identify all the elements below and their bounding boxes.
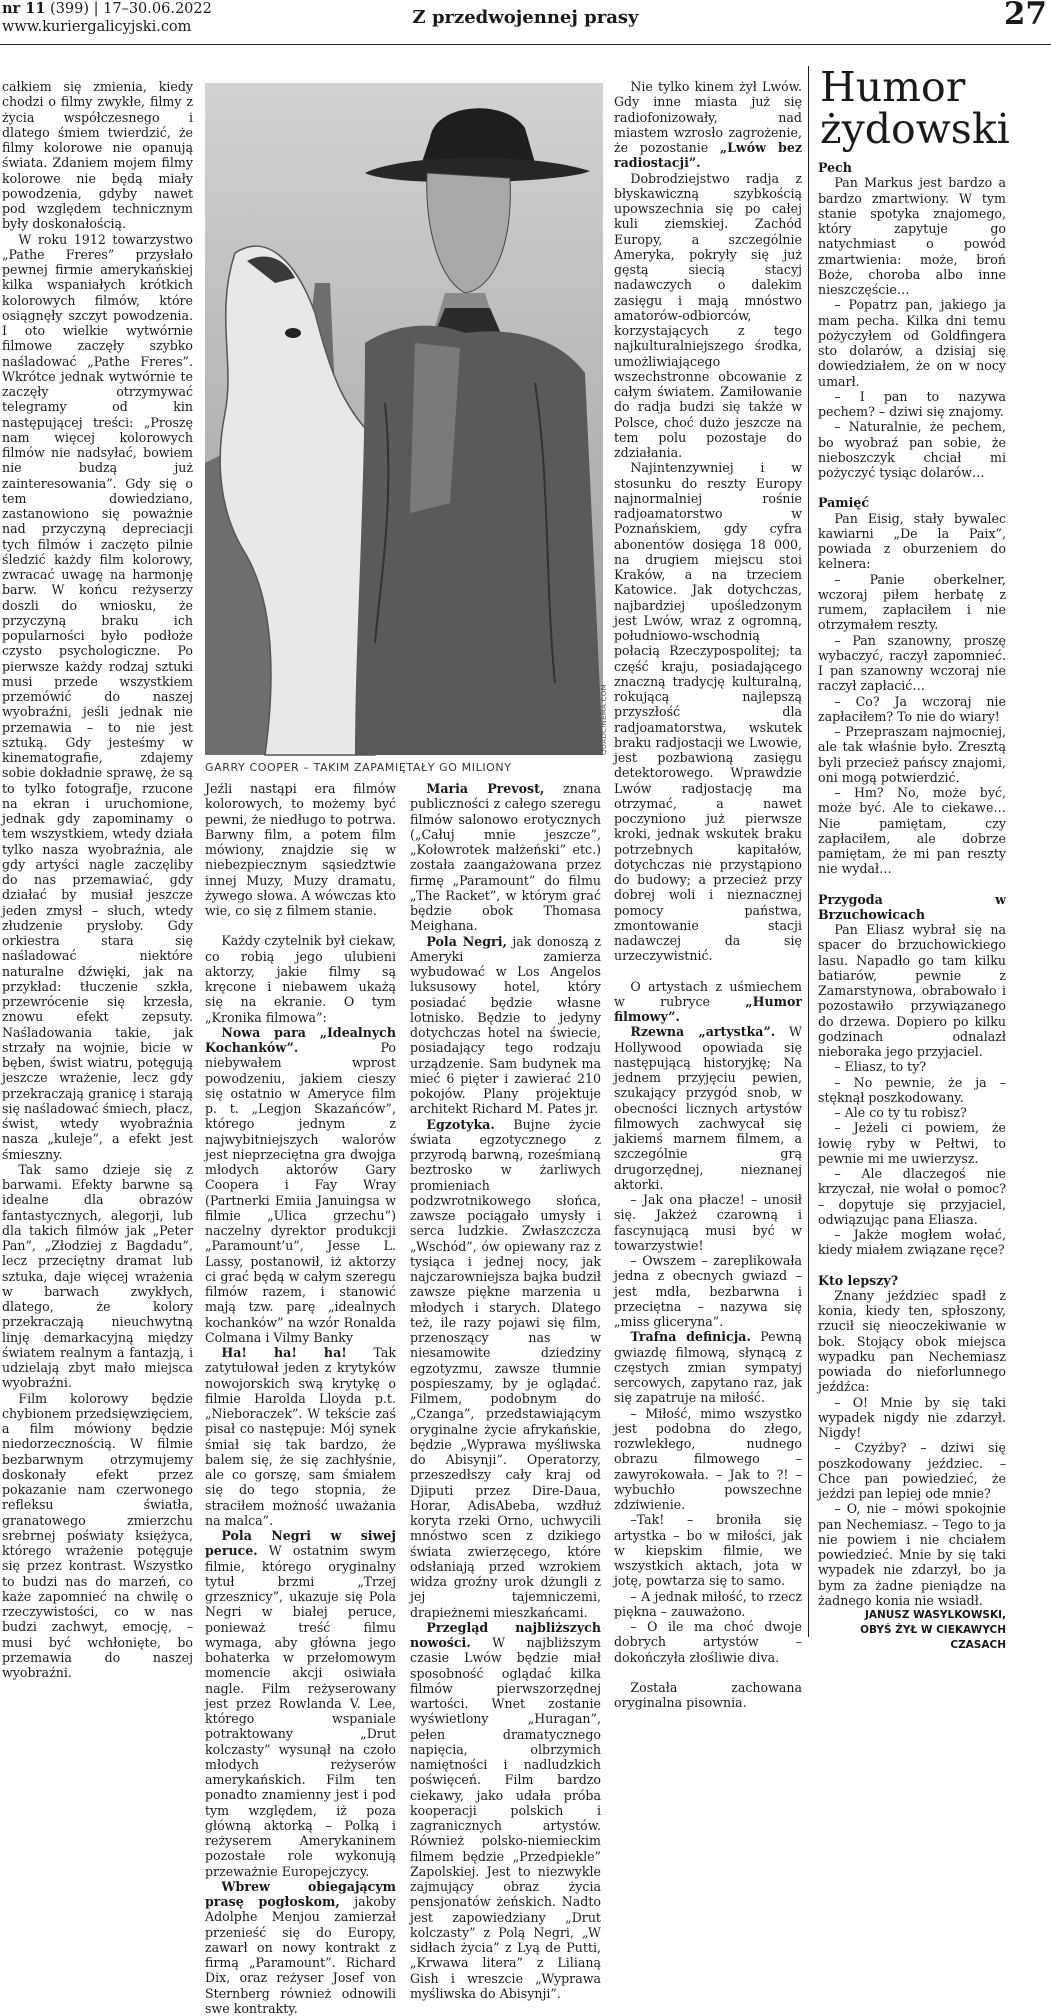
paragraph-lead: Wbrew obiegającym prasę pogłoskom, (205, 1878, 396, 1909)
paragraph (205, 1025, 396, 1345)
paragraph (2, 1162, 193, 1391)
paragraph-text: Bujne życie świata egzotycznego z przyrodą barwną, roześmianą beztrosko w żarliwych promieniach podzwrotnikowego słońca, zawsze pociągało umysły i serca ludzkie. Zwłaszczcza „Wschód”, ów opiewany raz z tysiąca i jednej nocy, jak najczarowniejsza bajka budził zawsze piękne marzenia u młodych i starych. Dlatego też, ile razy pojawi się film, przenoszący nas w niesamowite dziedziny egzotyzmu, zawsze tłumnie pospieszamy, by je oglądać. Filmem, podobnym do „Czanga”, przedstawiającym oryginalne życie afrykańskie, będzie „Wyprawa myśliwska do Abisynji”. Operatorzy, przeszedłszy cały kraj od Djiputi przez Dire-Daua, Horar, AdisAbeba, wzdłuż koryta rzeki Orno, uchwycili mnóstwo scen z dzikiego świata zwierzęcego, które odsłaniają przed wzrokiem widza groźny urok dżungli z jej tajemniczemi, drapieżnemi mieszkańcami. (410, 1116, 601, 1620)
joke-paragraph: – Naturalnie, że pechem, bo wyobraź pan sobie, że nieboszczyk chciał mi pożyczyć tysiąc dolarów… (818, 419, 1006, 480)
paragraph-lead: Przegląd najbliższych nowości. (410, 1619, 601, 1650)
paragraph-text: – O ile ma choć dwoje dobrych artystów – dokończyła złośliwie diva. (614, 1619, 802, 1665)
paragraph-text: znana publiczności z całego szeregu filmów salonowo erotycznych („Całuj mnie jeszcze”, „Kołowrotek małżeński” etc.) została zaangażowana przez firmę „Paramount” do filmu „The Racket”, w którym grać będzie obok Thomasa Meighana. (410, 781, 601, 934)
paragraph-text: Film kolorowy będzie chybionem przedsięwzięciem, a film mówiony będzie niedorzecznością. W filmie bezbarwnym otrzymujemy doskonały efekt przez pokazanie nam czerwonego refleksu światła, granatowego zmierzchu srebrnej poświaty księżyca, którego wrażenie potęguje się przez kontrast. Wszystko to budzi nas do marzeń, co każe zapomnieć na chwilę o rzeczywistości, co w nas budzi zachwyt, emocję, – musi być wchłonięte, bo przemawia do naszej wyobraźni. (2, 1390, 194, 1680)
paragraph-text: jak donoszą z Ameryki zamierza wybudować w Los Angelos luksusowy hotel, który posiadać będzie własne lotnisko. Będzie to jedyny dotychczas hotel na świecie, posiadający tego rodzaju urządzenie. Sam budynek ma mieć 6 pięter i zawierać 210 pokojów. Plany projektuje architekt Richard M. Pates jr. (410, 933, 601, 1117)
paragraph (614, 1024, 802, 1192)
paragraph-text: Po niebywałem wprost powodzeniu, jakiem cieszy się ostatnio w Ameryce film p. t. „Legjon Skazańców”, którego jednym z najwybitniejszych walorów jest nieprzeciętna gra dwojga młodych aktorów Gary Coopera i Fay Wray (Partnerki Emiia Januingsa w filmie „Ulica grzechu”) naczelny dyrektor produkcji „Paramount’u”, Jesse L. Lassy, postanowił, iż aktorzy ci grać będą w całym szeregu filmów razem, i stanowić mają tzw. parę „idealnych kochanków” na wzór Ronalda Colmana i Vilmy Banky (205, 1040, 396, 1345)
joke-heading: Pech (818, 160, 852, 175)
joke-paragraph: – Panie oberkelner, wczoraj piłem herbatę z rumem, zapłaciłem i nie otrzymałem reszty. (818, 571, 1006, 633)
paragraph (2, 1391, 193, 1681)
paragraph (614, 79, 802, 171)
paragraph-lead: Pola Negri, (426, 933, 507, 949)
paragraph-text: Została zachowana oryginalna pisownia. (614, 1679, 802, 1710)
paragraph (205, 933, 396, 1025)
paragraph (410, 934, 601, 1117)
paragraph (614, 1253, 802, 1329)
paragraph-text: – Jak ona płacze! – unosił się. Jakżeż czarowną i fascynującą musi być w towarzystwie! (614, 1192, 802, 1253)
joke-paragraph: – Eliasz, to ty? (834, 1059, 927, 1075)
paragraph (410, 1620, 601, 2001)
paragraph-bold-tail: „Lwów bez radiostacji”. (614, 140, 802, 171)
paragraph (614, 171, 802, 461)
paragraph (614, 979, 802, 1025)
cowboy-photo (205, 83, 603, 755)
joke-paragraph: – Hm? No, może być, może być. Ale to ciekawe… Nie pamiętam, czy zapłaciłem, ale dobrze pamiętam, że mi pan reszty nie wydał… (818, 785, 1006, 877)
joke-paragraph: – No pewnie, że ja – stęknął poszkodowany. (818, 1074, 1006, 1105)
joke-paragraph: – O, nie – mówi spokojnie pan Nechemiasz. – Tego to ja nie powiem i nie chciałem powiedzieć. Mnie by się taki wypadek nie zdarzył, bo ja bym za żadne pieniądze na żadnego konia nie wsiadł. (818, 1501, 1006, 1608)
paragraph-text: Tak samo dzieje się z barwami. Efekty barwne są idealne dla obrazów fantastycznych, alegorji, lub dla takich filmów jak „Peter Pan”, „Złodziej z Bagdadu”, lecz przeciętny dramat lub sztuka, daje więcej wrażenia w barwach zwykłych, dlatego, że kolory przekraczają nieuchwytną linję demarkacyjną między światem realnym a fantazją, i udzielają zbyt mało miejsca wyobraźni. (2, 1161, 193, 1391)
author-column-name: OBYŚ ŻYŁ W CIEKAWYCH CZASACH (860, 1624, 1006, 1651)
paragraph-text: W ostatnim swym filmie, którego oryginalny tytuł brzmi „Trzej grzesznicy”, ukazuje się Pola Negri w białej peruce, ponieważ treść filmu wymaga, aby główna jego bohaterka w przełomowym momencie akcji osiwiała nagle. Film reżyserowany jest przez Rowlanda V. Lee, którego wspaniale potraktowany „Drut kolczasty” wysunął na czoło młodych reżyserów amerykańskich. Film ten ponadto znamienny jest i pod tym względem, iż poza główną aktorką – Polką i reżyserem Amerykaninem pozostałe role wykonują przeważnie Europejczycy. (205, 1543, 396, 1879)
joke-heading: Przygoda w Brzuchowicach (818, 891, 1006, 922)
paragraph-lead: Rzewna „artystka”. (630, 1024, 776, 1040)
joke-paragraph: – Przepraszam najmocniej, ale tak właśnie było. Zresztą byli przecież pańscy znajomi, oni mogą potwierdzić. (818, 724, 1006, 785)
paragraph-lead: Ha! ha! ha! (221, 1345, 347, 1360)
paragraph-lead: Maria Prevost, (426, 781, 545, 796)
joke-paragraph: – I pan to nazywa pechem? – dziwi się znajomy. (818, 388, 1006, 419)
paragraph-lead: Trafna definicja. (630, 1329, 751, 1345)
paragraph-text: Pewną gwiazdę filmową, słynącą z częstych zmian sympatyj sercowych, zapytano raz, jak się zapatruje na miłość. (614, 1329, 802, 1406)
paragraph-text: – Owszem – zareplikowała jedna z obecnych gwiazd – jest mdła, bezbarwna i przeciętna – nazywa się „miss gliceryna”. (614, 1253, 802, 1329)
paragraph (410, 1117, 601, 1620)
paragraph (614, 1680, 802, 1711)
issue-dates: (399) | 17–30.06.2022 (45, 1, 212, 17)
paragraph-text: Dobrodziejstwo radja z błyskawiczną szybkością upowszechnia się po całej kuli ziemskiej. Zachód Europy, a szczególnie Ameryka, pokryły się już gęstą siecią stacyj nadawczych o dalekim zasięgu i mają mnóstwo amatorów-odbiorców, korzystających z tego najkulturalniejszego środka, umożliwiającego wszechstronne obcowanie z całym światem. Zamiłowanie do radja budzi się także w Polsce, choć dużo jeszcze na tem polu pozostaje do zdziałania. (614, 170, 802, 460)
paragraph-lead: Egzotyka. (426, 1116, 495, 1132)
paragraph-lead: Pola Negri w siwej peruce. (205, 1528, 396, 1559)
paragraph-lead: Nowa para „Idealnych Kochanków”. (205, 1024, 396, 1055)
paragraph (614, 1406, 802, 1513)
joke-paragraph: Pan Eliasz wybrał się na spacer do brzuchowickiego lasu. Napadło go tam kilku batiarów, pewnie z Zamarstynowa, obrabowało i pozostawiło przywiązanego do drzewa. Dopiero po kilku godzinach odnalazł nieboraka jego przyjaciel. (818, 922, 1006, 1059)
author-signature: JANUSZ WASYLKOWSKI, (864, 1609, 1006, 1621)
paragraph-text: W roku 1912 towarzystwo „Pathe Freres” przysłało pewnej firmie amerykańskiej kilka wspaniałych krótkich kolorowych filmów, które osiągnęły szczyt powodzenia. I oto wielkie wytwórnie filmowe zaczęły szybko naśladować „Pathe Freres”. Wkrótce jednak wytwórnie te zaczęły otrzymywać telegramy od kin następującej treści: „Proszę nam więcej kolorowych filmów nie nadsyłać, bowiem nie budzą już zainteresowania”. Gdy się o tem dowiedziano, zastanowiono się poważnie nad przyczyną depreciacji tych filmów i zaczęto pilnie śledzić każdy film kolorowy, zwracać uwagę na harmonję barw. W końcu reżyserzy doszli do wniosku, że przyczyną braku ich popularności było podłoże czysto psychologiczne. Po pierwsze każdy rodzaj sztuki musi przede wszystkiem przemówić do naszej wyobraźni, jeśli jednak nie przemawia – to nie jest sztuką. Gdy jesteśmy w kinematografie, zdajemy sobie dokładnie sprawę, że są to tylko fotografje, rzucone na ekran i uruchomione, jednak gdy zapominamy o tem wszystkiem, wtedy działa tylko nasza wyobraźnia, ale gdy artyści nagle zaczęliby do nas przemawiać, gdy działać by musiał jeszcze jeden zmysł – słuch, wtedy złudzenie prysłoby. Gdy orkiestra stara się naśladować niektóre naturalne dźwięki, jak na przykład: tłuczenie szkła, przewrócenie się krzesła, znowu efekt zepsuty. Naśladowania takie, jak strzały na wojnie, bicie w bęben, świst wiatru, potęgują jeszcze wrażenie, lecz gdy przekraczają granicę i starają się naśladować śmiech, płacz, świst, wtedy wyobraźnia nasza „kuleje”, a efekt jest śmieszny. (2, 231, 193, 1162)
joke-paragraph: – Popatrz pan, jakiego ja mam pecha. Kilka dni temu pożyczyłem od Goldfingera sto dolarów, a dzisiaj się dowiedziałem, że on w nocy umarł. (818, 297, 1006, 389)
column-divider (808, 66, 809, 1637)
paragraph (614, 1329, 802, 1405)
article-column-4 (614, 79, 802, 1710)
joke-paragraph: – Ale dlaczegoś nie krzyczał, nie wołał o pomoc? – dopytuje się przyjaciel, odwiązując pana Eliasza. (818, 1166, 1006, 1227)
issue-number: nr 11 (2, 0, 46, 17)
joke-paragraph: – Pan szanowny, proszę wybaczyć, raczył zapomnieć. I pan szanowny wczoraj nie raczył zapłacić… (818, 632, 1006, 694)
website-link[interactable]: www.kuriergalicyjski.com (2, 19, 192, 35)
paragraph (614, 460, 802, 963)
paragraph-text: – Miłość, mimo wszystko jest podobna do złego, rozwlekłego, nudnego obrazu filmowego – zawyrokowała. – Jak to ?! – wybuchło powszechne zdziwienie. (614, 1405, 802, 1512)
paragraph-text: Każdy czytelnik był ciekaw, co robią jego ulubieni aktorzy, jakie filmy są kręcone i niebawem ukażą się na ekranie. O tym „Kronika filmowa”: (205, 933, 396, 1025)
paragraph (2, 79, 193, 232)
paragraph (614, 1512, 802, 1588)
joke-paragraph: Znany jeździec spadł z konia, kiedy ten, spłoszony, rzucił się nieoczekiwanie w bok. Stojący obok miejsca wypadku pan Nechemiasz powiada do nieforlunnego jeźdźca: (818, 1287, 1006, 1395)
joke-paragraph: Pan Markus jest bardzo a bardzo zmartwiony. W tym stanie spotyka znajomego, który zapytuje go natychmiast o powód zmartwienia: może, broń Boże, choroba albo inne nieszczęście… (818, 175, 1006, 297)
paragraph-text: – A jednak miłość, to rzecz piękna – zauważono. (614, 1588, 802, 1619)
joke-paragraph: – Jeżeli ci powiem, że łowię ryby w Pełtwi, to pewnie mi me uwierzysz. (818, 1120, 1006, 1166)
paragraph (205, 1528, 396, 1879)
paragraph (410, 781, 601, 934)
paragraph-text: O artystach z uśmiechem w rubryce (614, 978, 802, 1009)
joke-paragraph: – O! Mnie by się taki wypadek nigdy nie zdarzył. Nigdy! (818, 1394, 1006, 1440)
paragraph-text: Najintenzywniej i w stosunku do reszty Europy najnormalniej rośnie radjoamatorstwo w Poznańskiem, gdy cyfra abonentów dosięga 18 000, na drugiem miejscu stoi Kraków, a na trzeciem Katowice. Jak dotychczas, najbardziej upośledzonym jest Lwów, wraz z ogromną, południowo-wschodnią połacią Rzeczypospolitej; ta część kraju, posiadającego znaczną tradycję kulturalną, rokującą najlepszą przyszłość dla radjoamatorstwa, wskutek braku radjostacji we Lwowie, jest pozbawioną zasięgu detektorowego. Wprawdzie Lwów radjostację ma otrzymać, a nawet poczyniono już pierwsze kroki, jednak wskutek braku potrzebnych kapitałów, dotychczas nie przystąpiono do budowy; a przecież przy dobrej woli i nieznacznej pomocy państwa, zmontowanie stacji nadawczej da się urzeczywistnić. (614, 460, 802, 964)
paragraph (614, 1589, 802, 1620)
page-number: 27 (1003, 0, 1047, 32)
joke-paragraph: – Jakże mogłem wołać, kiedy miałem związane ręce? (818, 1227, 1006, 1258)
joke-paragraph: Pan Eisig, stały bywalec kawiarni „De la Paix”, powiada z oburzeniem do kelnera: (818, 510, 1006, 572)
article-column-2 (205, 781, 396, 2016)
joke-paragraph: – Ale co ty tu robisz? (834, 1105, 967, 1120)
paragraph-text: Tak zatytułował jeden z krytyków nowojorskich swą krytykę o filmie Harolda Lloyda p.t. „Nieboraczek”. W tekście zaś pisał co następuje: Mój synek śmiał się tak bardzo, że balem się, że się zachłyśnie, ale co gorszę, sam śmiałem się do tego stopnia, że straciłem możność uważania na malca”. (205, 1345, 396, 1528)
paragraph (205, 1879, 396, 2016)
paragraph (614, 1192, 802, 1253)
photo-credit: QUADCINEMA.COM (600, 684, 608, 755)
paragraph-text: W najbliższym czasie Lwów będzie miał sposobność oglądać kilka filmów pierwszorzędnej wartości. Wnet zostanie wyświetlony „Huragan”, pełen dramatycznego napięcia, olbrzymich namiętności i nadludzkich poświęceń. Film bardzo ciekawy, jako udała próba kooperacji polskich i zagranicznych artystów. Również polsko-niemieckim filmem będzie „Przedpiekle” Zapolskiej. Jest to niezwykle zajmujący obraz życia pensjonatów żeńskich. Nadto jest zapowiedziany „Drut kolczasty” z Polą Negri, „W sidłach życia” z Lyą de Putti, „Krwawa litera” z Lilianą Gish i wreszcie „Wyprawa myśliwska do Abisynji”. (410, 1635, 601, 2001)
article-column-1 (2, 79, 194, 1680)
joke-heading: Kto lepszy? (818, 1272, 899, 1288)
paragraph (205, 1345, 396, 1528)
paragraph-text: Jeźli nastąpi era filmów kolorowych, to możemy być pewni, że niedługo to potrwa. Barwny film, a potem film mówiony, znajdzie się w niebezpiecznym sąsiedztwie innej Muzy, Muzy dramatu, żywego słowa. A wówczas kto wie, co się z filmem stanie. (205, 781, 396, 918)
photo-caption: GARRY COOPER – TAKIM ZAPAMIĘTAŁY GO MILIONY (205, 761, 512, 774)
paragraph (614, 1619, 802, 1665)
paragraph-text: całkiem się zmienia, kiedy chodzi o filmy zwykłe, filmy z życia współczesnego i dlatego śmiem twierdzić, że filmy kolorowe nie opanują świata. Zdaniem mojem filmy kolorowe nie będą miały powodzenia, gdyby nawet pod względem technicznym były doskonałością. (2, 79, 193, 232)
header-rule (0, 44, 1051, 45)
joke-heading: Pamięć (818, 495, 870, 511)
joke-paragraph: – Co? Ja wczoraj nie zapłaciłem? To nie do wiary! (818, 693, 1006, 724)
humor-column (818, 160, 1006, 1653)
humor-title: Humor żydowski (820, 63, 1010, 153)
paragraph-text: –Tak! – broniła się artystka – bo w miłości, jak w kiepskim filmie, we wszystkich aktach, jota w jotę, powtarza się to samo. (614, 1512, 802, 1589)
paragraph-bold-tail: „Humor filmowy”. (614, 993, 802, 1024)
paragraph (2, 232, 193, 1162)
paragraph-text: jakoby Adolphe Menjou zamierzał przenieść się do Europy, zawarł on nowy kontrakt z firmą „Paramount”. Richard Dix, oraz reżyser Josef von Sternberg również odnowili swe kontrakty. (205, 1894, 396, 2016)
section-title: Z przedwojennej prasy (412, 7, 639, 28)
joke-paragraph: – Czyżby? – dziwi się poszkodowany jeździec. – Chce pan powiedzieć, że jeździ pan lepiej ode mnie? (818, 1440, 1006, 1501)
paragraph (205, 781, 396, 918)
page-header (0, 0, 1051, 44)
paragraph-text: Nie tylko kinem żył Lwów. Gdy inne miasta już się radiofonizowały, nad miastem wzrosło zagrożenie, że pozostanie (614, 79, 802, 155)
article-column-3 (410, 781, 601, 2001)
paragraph-text: W Hollywood opowiada się następującą historyjkę; Na jednem przyjęciu pewien, szukający przygód snob, w obecności licznych artystów filmowych zachwycał się jakiemś marnem filmem, a szczególnie grą drugorzędnej, nieznanej aktorki. (614, 1024, 802, 1192)
